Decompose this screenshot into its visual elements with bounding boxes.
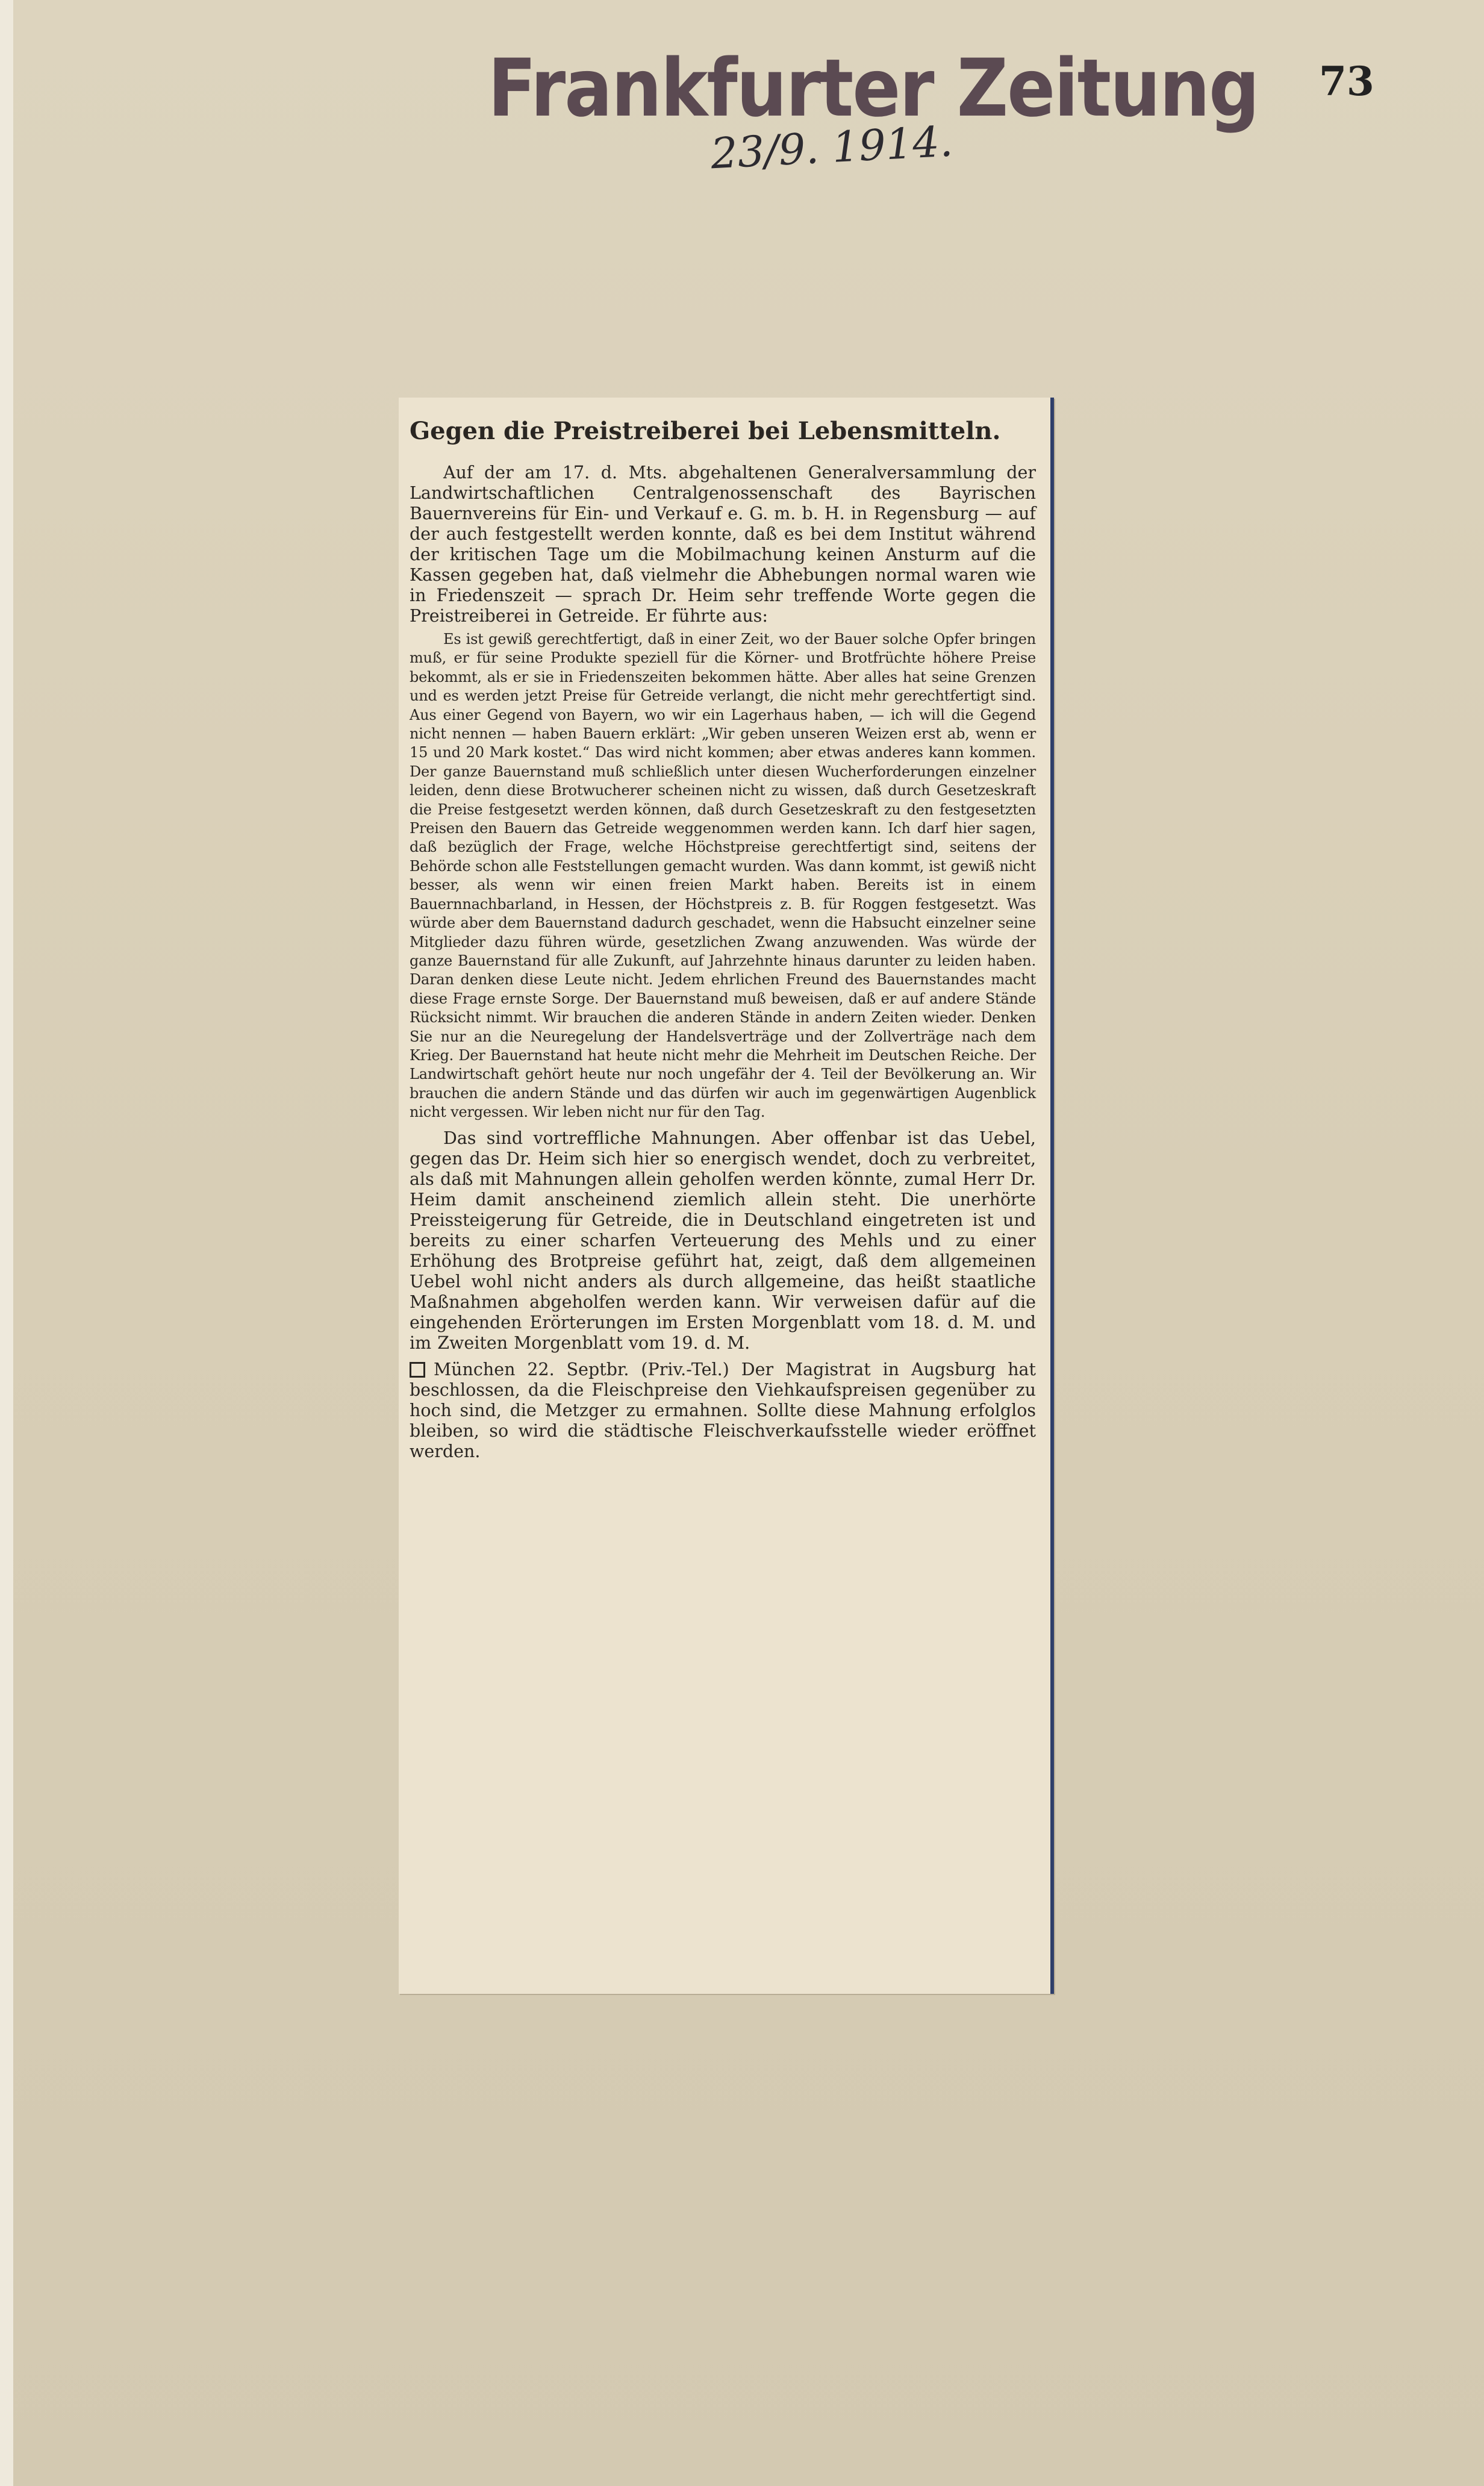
page-number: 73	[1319, 58, 1374, 105]
handwritten-date: 23/9. 1914.	[709, 116, 954, 179]
newspaper-clipping	[399, 398, 1054, 1994]
article-headline: Gegen die Preistreiberei bei Lebensmitteln.	[410, 417, 1001, 445]
square-icon	[410, 1362, 425, 1378]
article	[410, 413, 1036, 1979]
page-edge	[0, 0, 13, 2486]
article-quote: Es ist gewiß gerechtfertigt, daß in einer Zeit, wo der Bauer solche Opfer bringen muß, er für seine Produkte speziell für die Körner- und Brotfrüchte höhere Preise bekommt, als er sie in Friedenszeiten bekommen hätte. Aber alles hat seine Grenzen und es werden jetzt Preise für Getreide verlangt, die nicht mehr gerechtfertigt sind. Aus einer Gegend von Bayern, wo wir ein Lagerhaus haben, — ich will die Gegend nicht nennen — haben Bauern erklärt: „Wir geben unseren Weizen erst ab, wenn er 15 und 20 Mark kostet.“ Das wird nicht kommen; aber etwas anderes kann kommen. Der ganze Bauernstand muß schließlich unter diesen Wucherforderungen einzelner leiden, denn diese Brotwucherer scheinen nicht zu wissen, daß durch Gesetzeskraft die Preise festgesetzt werden können, daß durch Gesetzeskraft zu den festgesetzten Preisen den Bauern das Getreide weggenommen werden kann. Ich darf hier sagen, daß bezüglich der Frage, welche Höchstpreise gerechtfertigt sind, seitens der Behörde schon alle Feststellungen gemacht wurden. Was dann kommt, ist gewiß nicht besser, als wenn wir einen freien Markt haben. Bereits ist in einem Bauernnachbarland, in Hessen, der Höchstpreis z. B. für Roggen festgesetzt. Was würde aber dem Bauernstand dadurch geschadet, wenn die Habsucht einzelner seine Mitglieder dazu führen würde, gesetzlichen Zwang anzuwenden. Was würde der ganze Bauernstand für alle Zukunft, auf Jahrzehnte hinaus darunter zu leiden haben. Daran denken diese Leute nicht. Jedem ehrlichen Freund des Bauernstandes macht diese Frage ernste Sorge. Der Bauernstand muß beweisen, daß er auf andere Stände Rücksicht nimmt. Wir brauchen die anderen Stände in andern Zeiten wieder. Denken Sie nur an die Neuregelung der Handelsverträge und der Zollverträge nach dem Krieg. Der Bauernstand hat heute nicht mehr die Mehrheit im Deutschen Reiche. Der Landwirtschaft gehört heute nur noch ungefähr der 4. Teil der Bevölkerung an. Wir brauchen die andern Stände und das dürfen wir auch im gegenwärtigen Augenblick nicht vergessen. Wir leben nicht nur für den Tag.	[410, 631, 1036, 1121]
news-item	[410, 1360, 1036, 1462]
article-comment: Das sind vortreffliche Mahnungen. Aber offenbar ist das Uebel, gegen das Dr. Heim sich hier so energisch wendet, doch zu verbreitet, als daß mit Mahnungen allein geholfen werden könnte, zumal Herr Dr. Heim damit anscheinend ziemlich allein steht. Die unerhörte Preissteigerung für Getreide, die in Deutschland eingetreten ist und bereits zu einer scharfen Verteuerung des Mehls und zu einer Erhöhung des Brotpreise geführt hat, zeigt, daß dem allgemeinen Uebel wohl nicht anders als durch allgemeine, das heißt staatliche Maßnahmen abgeholfen werden kann. Wir verweisen dafür auf die eingehenden Erörterungen im Ersten Morgenblatt vom 18. d. M. und im Zweiten Morgenblatt vom 19. d. M.	[410, 1128, 1036, 1353]
newspaper-stamp: Frankfurter Zeitung	[488, 41, 1259, 135]
article-intro: Auf der am 17. d. Mts. abgehaltenen Generalversammlung der Landwirtschaftlichen Centralgenossenschaft des Bayrischen Bauernvereins für Ein- und Verkauf e. G. m. b. H. in Regensburg — auf der auch festgestellt werden konnte, daß es bei dem Institut während der kritischen Tage um die Mobilmachung keinen Ansturm auf die Kassen gegeben hat, daß vielmehr die Abhebungen normal waren wie in Friedenszeit — sprach Dr. Heim sehr treffende Worte gegen die Preistreiberei in Getreide. Er führte aus:	[410, 463, 1036, 626]
news-item-text: München 22. Septbr. (Priv.-Tel.) Der Magistrat in Augsburg hat beschlossen, da die Fleischpreise den Viehkaufspreisen gegenüber zu hoch sind, die Metzger zu ermahnen. Sollte diese Mahnung erfolglos bleiben, so wird die städtische Fleischverkaufsstelle wieder eröffnet werden.	[410, 1359, 1036, 1461]
